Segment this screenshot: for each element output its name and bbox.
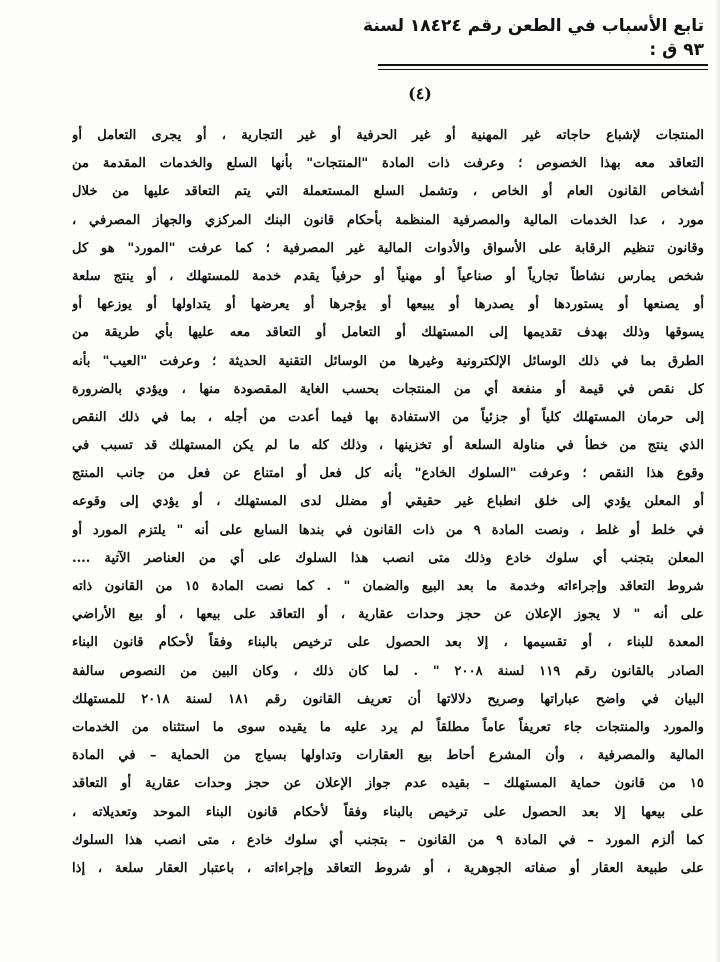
text-line: على بيعها إلا بعد الحصول على ترخيص بالبناء وفقاً لأحكام قانون البناء الموحد وتعديلاته ، xyxy=(72,804,704,820)
text-line: في خلط أو غلط ، ونصت المادة ٩ من ذات القانون في بندها السابع على أنه " يلتزم المورد أو xyxy=(72,522,704,538)
text-line: الصادر بالقانون رقم ١١٩ لسنة ٢٠٠٨ " . لما كان ذلك ، وكان البين من النصوص سالفة xyxy=(72,663,704,679)
text-line: شروط التعاقد وإجراءاته وخدمة ما بعد البيع والضمان " . كما نصت المادة ١٥ من القانون ذاته xyxy=(72,579,704,594)
text-line: على أنه " لا يجوز الإعلان عن حجز وحدات عقارية ، أو التعاقد على بيعها ، أو بيع الأراضي xyxy=(72,607,704,623)
text-line: كل نقص في قيمة أو منفعة أي من المنتجات بحسب الغاية المقصودة منها ، ويؤدي بالضرورة xyxy=(72,381,704,397)
page-header-title: تابع الأسباب في الطعن رقم ١٨٤٢٤ لسنة ٩٣ ق : xyxy=(363,16,704,60)
text-line: الطرق بما في ذلك الوسائل الإلكترونية وغيرها من الوسائل التقنية الحديثة ؛ وعرفت "العيب" بأنه xyxy=(72,353,704,369)
text-line: أو المعلن يؤدي إلى خلق انطباع غير حقيقي أو مضلل لدى المستهلك ، أو يؤدي إلى وقوعه xyxy=(72,494,704,510)
text-line: والمورد والمنتجات جاء تعريفاً عاماً مطلقاً لم يرد عليه ما يقيده سوى ما استثناه من الخدمات xyxy=(72,719,704,735)
text-line: المعلن بتجنب أي سلوك خادع وذلك متى انصب هذا السلوك على أي من العناصر الآتية .... xyxy=(72,550,704,566)
text-line: الذي ينتج من خطأ في مناولة السلعة أو تخزينها ، وذلك كله ما لم يكن المستهلك قد تسبب في xyxy=(72,438,704,454)
text-line: أشخاص القانون العام أو الخاص ، وتشمل السلع المستعملة التي يتم التعاقد عليها من خلال xyxy=(72,184,704,200)
text-line: كما ألزم المورد – في المادة ٩ من القانون – بتجنب أي سلوك خادع ، متى انصب هذا السلوك xyxy=(72,832,704,848)
text-line: التعاقد معه بهذا الخصوص ؛ وعرفت ذات المادة "المنتجات" بأنها السلع والخدمات المقدمة من xyxy=(72,156,704,172)
page-number: (٤) xyxy=(408,84,432,103)
text-line: يسوقها وذلك بهدف تقديمها إلى المستهلك أو التعامل أو التعاقد معه عليها بأي طريقة من xyxy=(72,325,704,341)
text-line: شخص يمارس نشاطاً تجارياً أو صناعياً أو مهنياً أو حرفياً يقدم خدمة للمستهلك ، أو ينتج سلعة xyxy=(72,268,704,284)
text-line: إلى حرمان المستهلك كلياً أو جزئياً من الاستفادة بها فيما أعدت من أجله ، بما في ذلك النقص xyxy=(72,409,704,425)
text-line: أو يصنعها أو يستوردها أو يصدرها أو يبيعها أو يؤجرها أو يعرضها أو يتداولها أو يوزعها أو xyxy=(72,297,704,313)
header-rule xyxy=(378,64,708,66)
text-line: المنتجات لإشباع حاجاته غير المهنية أو غير الحرفية أو غير التجارية ، أو يجرى التعامل أو xyxy=(72,128,704,143)
text-line: ١٥ من قانون حماية المستهلك – بقيده عدم جواز الإعلان عن حجز وحدات عقارية أو التعاقد xyxy=(72,776,704,792)
body-text xyxy=(72,122,704,883)
text-line: وقوع هذا النقص ؛ وعرفت "السلوك الخادع" بأنه كل فعل أو امتناع عن فعل من جانب المنتج xyxy=(72,466,704,482)
text-line: على طبيعة العقار أو صفاته الجوهرية ، أو شروط التعاقد وإجراءاته ، باعتبار العقار سلعة ، إذا xyxy=(72,860,704,876)
scan-shadow-edge xyxy=(714,0,720,962)
text-line: البيان في واضح عباراتها وصريح دلالاتها أن تعريف القانون رقم ١٨١ لسنة ٢٠١٨ للمستهلك xyxy=(72,691,704,707)
text-line: المالية والمصرفية ، وأن المشرع أحاط بيع العقارات وتداولها بسياج من الحماية – في المادة xyxy=(72,748,704,764)
text-line: المعدة للبناء ، أو تقسيمها ، إلا بعد الحصول على ترخيص بالبناء وفقاً لأحكام قانون البناء xyxy=(72,635,704,651)
text-line: مورد ، عدا الخدمات المالية والمصرفية المنظمة بأحكام قانون البنك المركزي والجهاز المصرفي ، xyxy=(72,212,704,228)
header-rule-thin xyxy=(378,69,708,70)
text-line: وقانون تنظيم الرقابة على الأسواق والأدوات المالية غير المصرفية ؛ كما عرفت "المورد" هو كل xyxy=(72,240,704,256)
